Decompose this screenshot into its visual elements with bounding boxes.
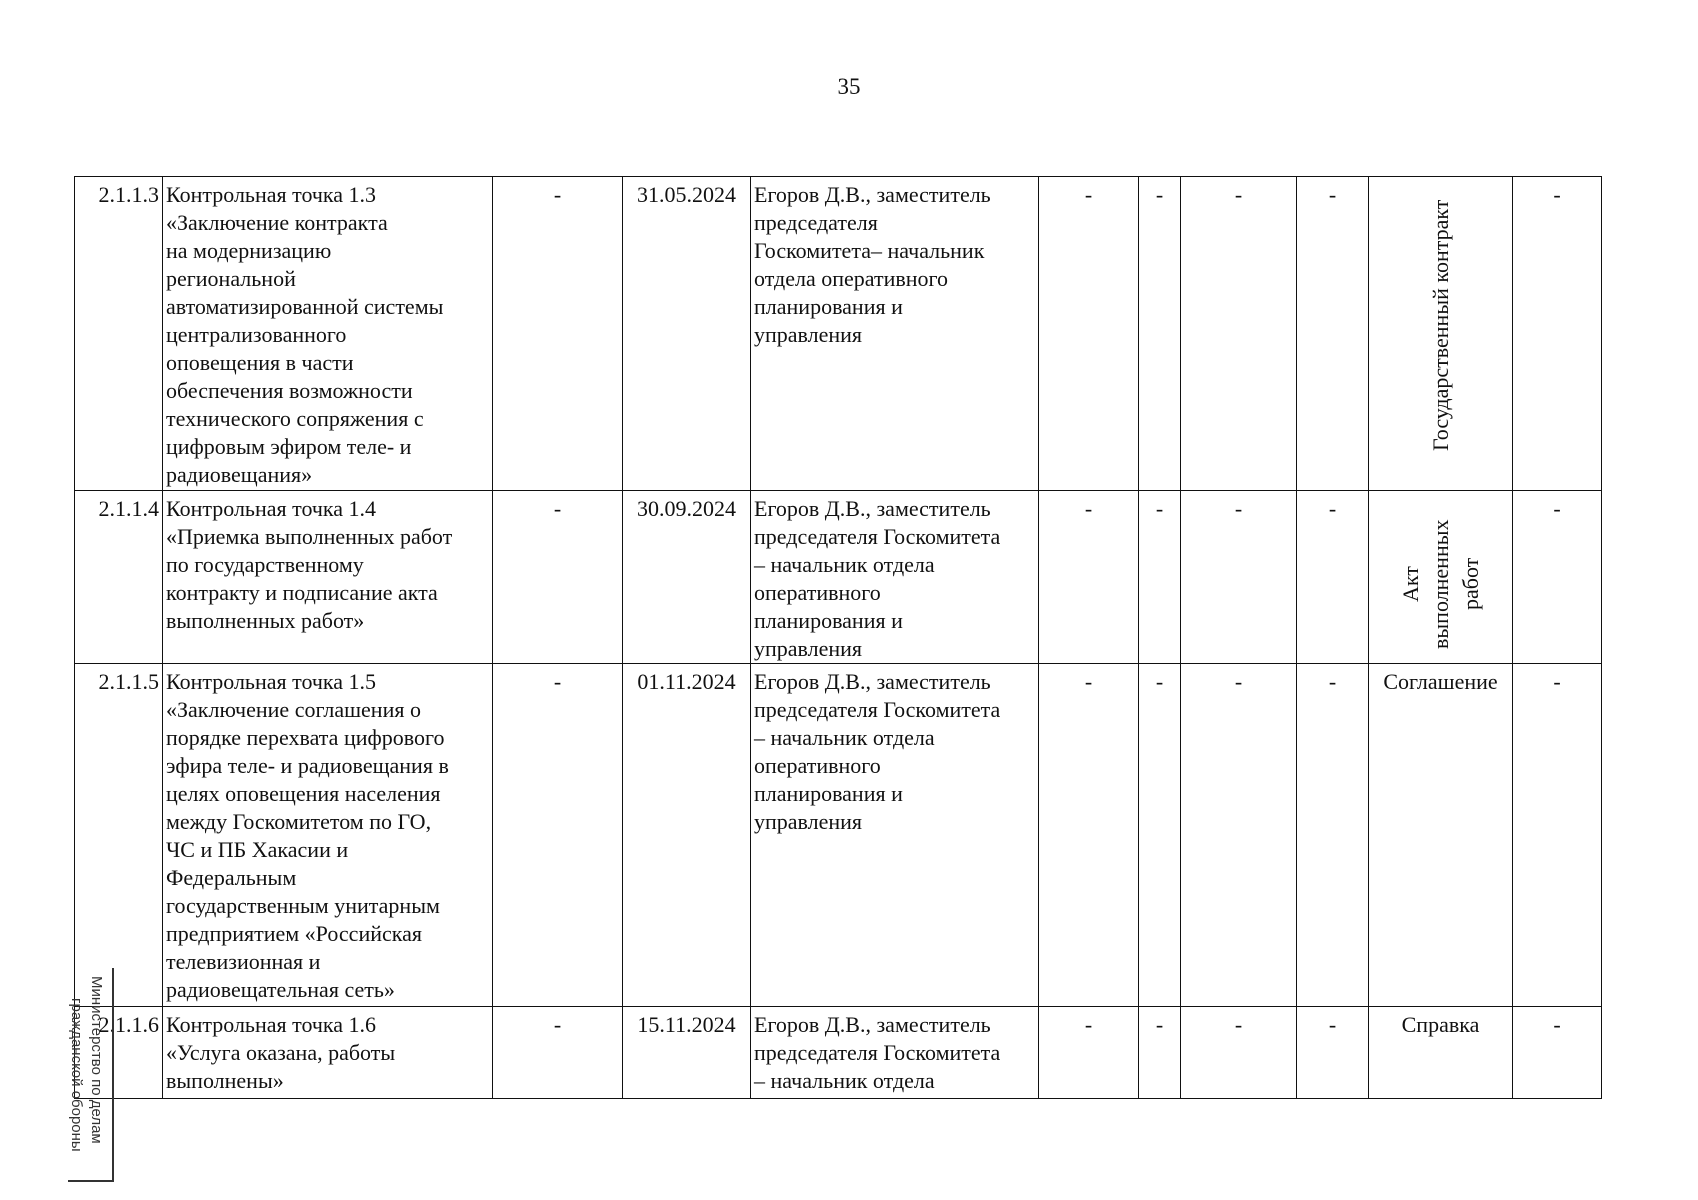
dash-cell: - (1181, 664, 1297, 1007)
text-line: по государственному (166, 552, 364, 577)
text-line: оповещения в части (166, 350, 354, 375)
text-line: цифровым эфиром теле- и (166, 434, 412, 459)
text-line: планирования и (754, 781, 903, 806)
text-line: председателя (754, 210, 878, 235)
dash-cell: - (1139, 664, 1181, 1007)
stamp-text-line: гражданской обороны (68, 998, 85, 1152)
responsible-cell (751, 491, 1039, 664)
text-line: «Заключение контракта (166, 210, 388, 235)
table-row (75, 1007, 1602, 1099)
page-number: 35 (837, 74, 861, 99)
control-point-name (163, 177, 493, 491)
result-cell (1369, 177, 1513, 491)
text-line: обеспечения возможности (166, 378, 413, 403)
text-line: Контрольная точка 1.3 (166, 182, 377, 207)
text-line: председателя Госкомитета (754, 697, 1001, 722)
text-line: – начальник отдела (754, 1068, 935, 1093)
text-line: централизованного (166, 322, 347, 347)
text-line: работ (1457, 557, 1483, 611)
text-line: Егоров Д.В., заместитель (754, 182, 991, 207)
text-line: телевизионная и (166, 949, 321, 974)
text-line: выполненных (1427, 519, 1453, 649)
dash-cell: - (1039, 1007, 1139, 1099)
dash-cell: - (1139, 177, 1181, 491)
text-line: автоматизированной системы (166, 294, 444, 319)
result-document: Соглашение (1369, 664, 1513, 1007)
text-line: управления (754, 636, 863, 661)
table-row (75, 177, 1602, 491)
table-row (75, 664, 1602, 1007)
text-line: радиовещательная сеть» (166, 977, 395, 1002)
text-line: председателя Госкомитета (754, 524, 1001, 549)
row-number: 2.1.1.6 (75, 1007, 163, 1099)
date-cell: 01.11.2024 (623, 664, 751, 1007)
text-line: выполненных работ» (166, 608, 365, 633)
date-cell: 15.11.2024 (623, 1007, 751, 1099)
responsible-cell (751, 1007, 1039, 1099)
text-line: государственным унитарным (166, 893, 440, 918)
row-number: 2.1.1.3 (75, 177, 163, 491)
text-line: эфира теле- и радиовещания в (166, 753, 449, 778)
dash-cell: - (1181, 177, 1297, 491)
text-line: технического сопряжения с (166, 406, 424, 431)
dash-cell: - (493, 177, 623, 491)
text-line: Федеральным (166, 865, 297, 890)
text-line: радиовещания» (166, 462, 313, 487)
text-line: Госкомитета– начальник (754, 238, 985, 263)
dash-cell: - (1297, 1007, 1369, 1099)
text-line: между Госкомитетом по ГО, (166, 809, 432, 834)
text-line: «Приемка выполненных работ (166, 524, 453, 549)
dash-cell: - (1513, 177, 1602, 491)
text-line: целях оповещения населения (166, 781, 441, 806)
dash-cell: - (1181, 491, 1297, 664)
text-line: управления (754, 322, 863, 347)
text-line: оперативного (754, 753, 881, 778)
text-line: Егоров Д.В., заместитель (754, 669, 991, 694)
row-number: 2.1.1.4 (75, 491, 163, 664)
dash-cell: - (493, 491, 623, 664)
control-points-table (74, 176, 1602, 1099)
text-line: региональной (166, 266, 296, 291)
dash-cell: - (1039, 491, 1139, 664)
text-line: выполнены» (166, 1068, 284, 1093)
control-point-name (163, 1007, 493, 1099)
dash-cell: - (1039, 664, 1139, 1007)
text-line: планирования и (754, 608, 903, 633)
text-line: порядке перехвата цифрового (166, 725, 445, 750)
text-line: Егоров Д.В., заместитель (754, 1012, 991, 1037)
text-line: Контрольная точка 1.4 (166, 496, 377, 521)
dash-cell: - (1139, 1007, 1181, 1099)
dash-cell: - (1513, 491, 1602, 664)
row-number: 2.1.1.5 (75, 664, 163, 1007)
control-point-name (163, 491, 493, 664)
text-line: председателя Госкомитета (754, 1040, 1001, 1065)
text-line: «Услуга оказана, работы (166, 1040, 396, 1065)
date-cell: 30.09.2024 (623, 491, 751, 664)
text-line: Акт (1397, 566, 1423, 602)
dash-cell: - (1297, 491, 1369, 664)
responsible-cell (751, 177, 1039, 491)
table-row (75, 491, 1602, 664)
text-line: Контрольная точка 1.6 (166, 1012, 377, 1037)
text-line: контракту и подписание акта (166, 580, 438, 605)
result-document: Государственный контракт (1427, 199, 1453, 451)
result-document (1396, 501, 1486, 659)
date-cell: 31.05.2024 (623, 177, 751, 491)
control-point-name (163, 664, 493, 1007)
text-line: Егоров Д.В., заместитель (754, 496, 991, 521)
dash-cell: - (493, 1007, 623, 1099)
text-line: управления (754, 809, 863, 834)
text-line: – начальник отдела (754, 552, 935, 577)
text-line: – начальник отдела (754, 725, 935, 750)
stamp-text-line: Министерство по делам (88, 976, 105, 1144)
dash-cell: - (1513, 664, 1602, 1007)
responsible-cell (751, 664, 1039, 1007)
result-cell (1369, 491, 1513, 664)
dash-cell: - (1513, 1007, 1602, 1099)
dash-cell: - (1181, 1007, 1297, 1099)
result-document: Справка (1369, 1007, 1513, 1099)
text-line: планирования и (754, 294, 903, 319)
text-line: Контрольная точка 1.5 (166, 669, 377, 694)
text-line: на модернизацию (166, 238, 332, 263)
dash-cell: - (1039, 177, 1139, 491)
text-line: ЧС и ПБ Хакасии и (166, 837, 349, 862)
text-line: предприятием «Российская (166, 921, 422, 946)
text-line: «Заключение соглашения о (166, 697, 421, 722)
dash-cell: - (1297, 177, 1369, 491)
registration-stamp (20, 968, 105, 1184)
dash-cell: - (493, 664, 623, 1007)
text-line: отдела оперативного (754, 266, 948, 291)
text-line: оперативного (754, 580, 881, 605)
dash-cell: - (1139, 491, 1181, 664)
dash-cell: - (1297, 664, 1369, 1007)
